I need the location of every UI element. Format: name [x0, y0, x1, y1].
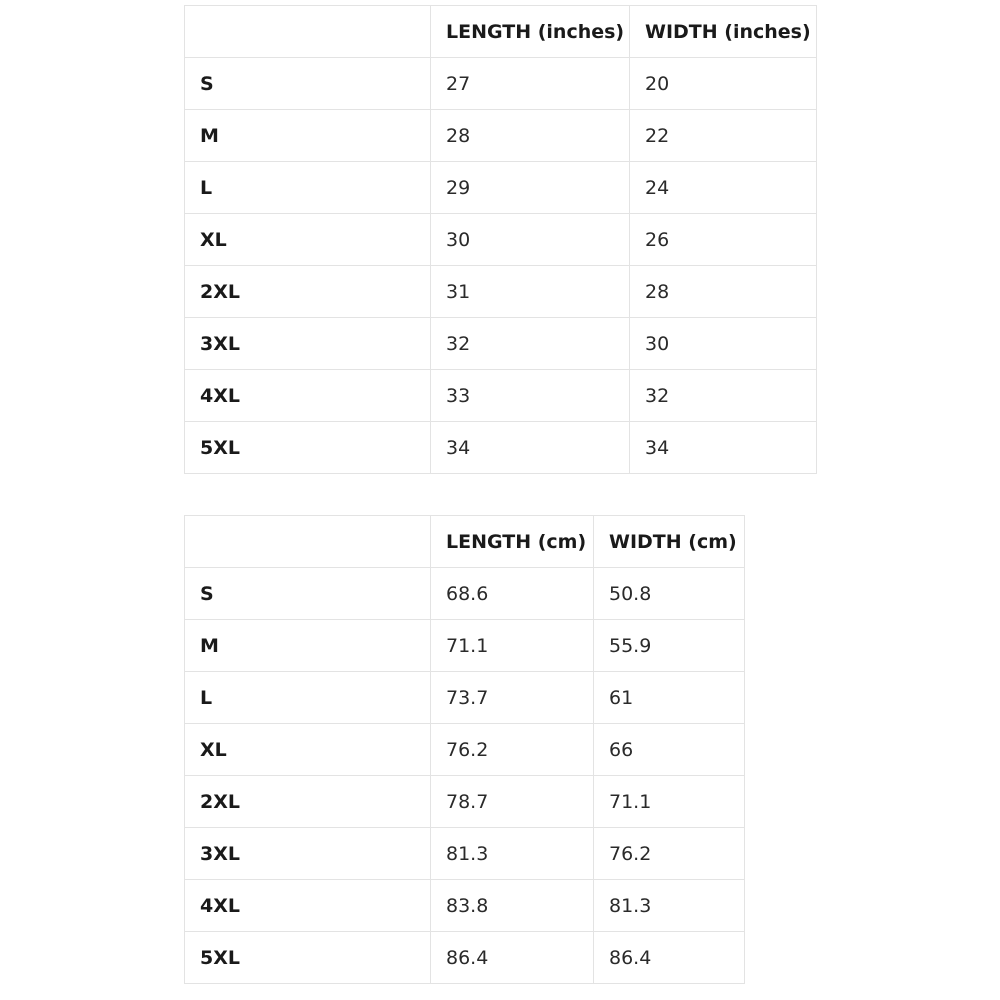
- width-value: 81.3: [594, 880, 745, 932]
- width-value: 55.9: [594, 620, 745, 672]
- size-label: S: [185, 58, 431, 110]
- length-value: 27: [431, 58, 630, 110]
- size-label: M: [185, 620, 431, 672]
- table-row: [185, 370, 817, 422]
- width-value: 66: [594, 724, 745, 776]
- length-value: 73.7: [431, 672, 594, 724]
- length-value: 78.7: [431, 776, 594, 828]
- size-label: L: [185, 672, 431, 724]
- length-value: 81.3: [431, 828, 594, 880]
- table-row: [185, 162, 817, 214]
- width-value: 61: [594, 672, 745, 724]
- size-label: 4XL: [185, 370, 431, 422]
- length-value: 31: [431, 266, 630, 318]
- length-value: 71.1: [431, 620, 594, 672]
- width-value: 34: [630, 422, 817, 474]
- table-header-row: [185, 516, 745, 568]
- header-width: WIDTH (cm): [594, 516, 745, 568]
- length-value: 34: [431, 422, 630, 474]
- length-value: 33: [431, 370, 630, 422]
- size-label: XL: [185, 724, 431, 776]
- table-row: [185, 568, 745, 620]
- length-value: 32: [431, 318, 630, 370]
- size-chart-inches-table: [184, 5, 817, 474]
- size-label: 3XL: [185, 828, 431, 880]
- length-value: 86.4: [431, 932, 594, 984]
- table-row: [185, 422, 817, 474]
- table-row: [185, 776, 745, 828]
- size-label: 2XL: [185, 266, 431, 318]
- table-row: [185, 58, 817, 110]
- size-label: XL: [185, 214, 431, 266]
- table-row: [185, 672, 745, 724]
- length-value: 68.6: [431, 568, 594, 620]
- size-label: 3XL: [185, 318, 431, 370]
- width-value: 50.8: [594, 568, 745, 620]
- size-chart-cm-table: [184, 515, 745, 984]
- table-row: [185, 828, 745, 880]
- size-label: 4XL: [185, 880, 431, 932]
- header-length: LENGTH (cm): [431, 516, 594, 568]
- table-row: [185, 266, 817, 318]
- size-label: L: [185, 162, 431, 214]
- table-row: [185, 214, 817, 266]
- size-label: S: [185, 568, 431, 620]
- width-value: 24: [630, 162, 817, 214]
- size-label: 2XL: [185, 776, 431, 828]
- table-row: [185, 620, 745, 672]
- width-value: 28: [630, 266, 817, 318]
- size-label: 5XL: [185, 422, 431, 474]
- table-row: [185, 724, 745, 776]
- length-value: 30: [431, 214, 630, 266]
- table-header-row: [185, 6, 817, 58]
- width-value: 71.1: [594, 776, 745, 828]
- length-value: 29: [431, 162, 630, 214]
- table-row: [185, 932, 745, 984]
- width-value: 26: [630, 214, 817, 266]
- width-value: 76.2: [594, 828, 745, 880]
- length-value: 76.2: [431, 724, 594, 776]
- table-row: [185, 880, 745, 932]
- header-size: [185, 6, 431, 58]
- header-length: LENGTH (inches): [431, 6, 630, 58]
- length-value: 83.8: [431, 880, 594, 932]
- table-row: [185, 110, 817, 162]
- width-value: 30: [630, 318, 817, 370]
- width-value: 22: [630, 110, 817, 162]
- size-label: 5XL: [185, 932, 431, 984]
- size-label: M: [185, 110, 431, 162]
- header-size: [185, 516, 431, 568]
- width-value: 86.4: [594, 932, 745, 984]
- width-value: 20: [630, 58, 817, 110]
- header-width: WIDTH (inches): [630, 6, 817, 58]
- width-value: 32: [630, 370, 817, 422]
- table-row: [185, 318, 817, 370]
- length-value: 28: [431, 110, 630, 162]
